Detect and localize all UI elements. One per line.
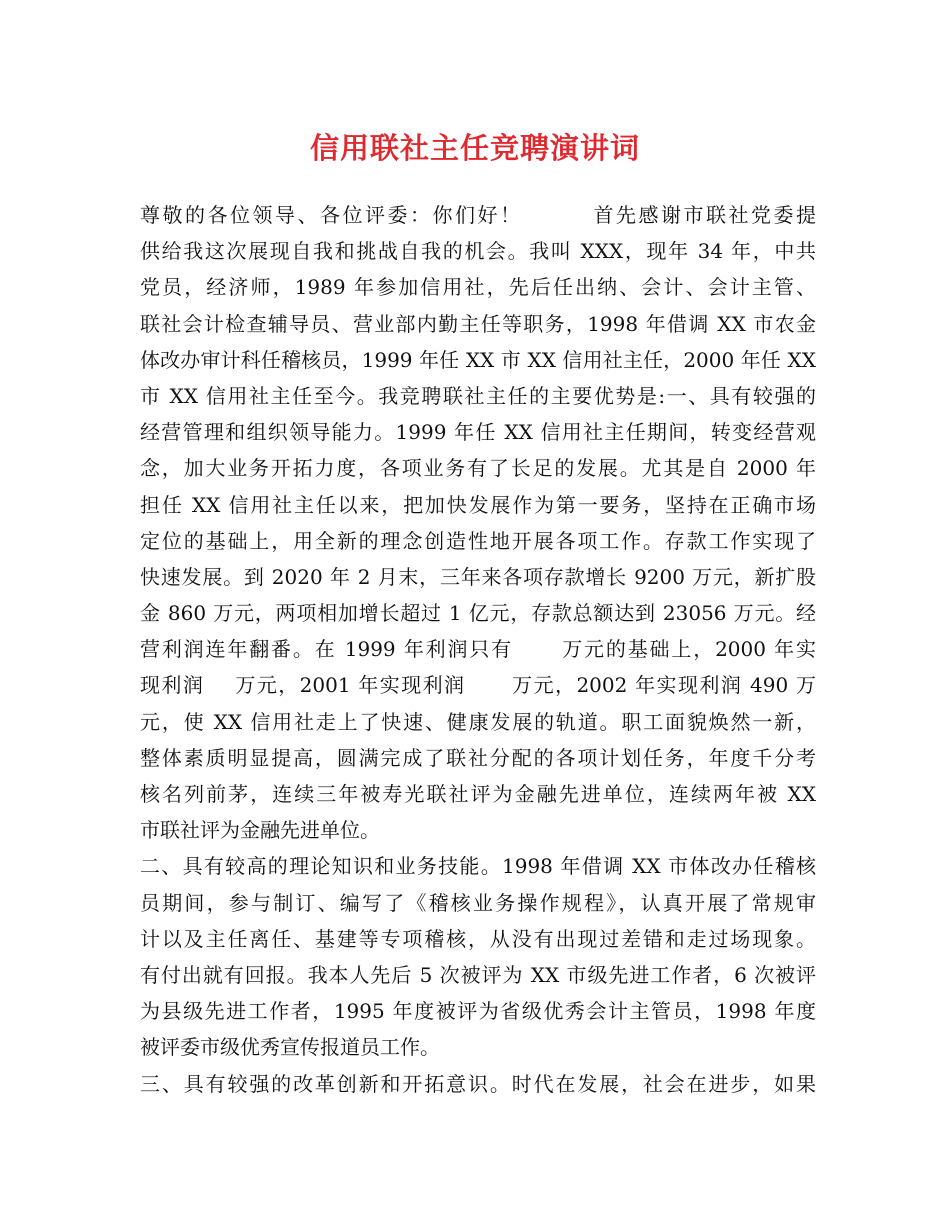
body-line: 担任 XX 信用社主任以来，把加快发展作为第一要务，坚持在正确市场 [140,492,816,517]
body-line: 有付出就有回报。我本人先后 5 次被评为 XX 市级先进工作者，6 次被评 [140,962,816,987]
body-line: 定位的基础上，用全新的理念创造性地开展各项工作。存款工作实现了 [140,528,816,553]
body-line: 市 XX 信用社主任至今。我竞聘联社主任的主要优势是:一、具有较强的 [140,383,816,408]
body-line: 经营管理和组织领导能力。1999 年任 XX 信用社主任期间，转变经营观 [140,420,816,445]
body-line: 元，使 XX 信用社走上了快速、健康发展的轨道。职工面貌焕然一新， [140,709,816,734]
body-line: 三、具有较强的改革创新和开拓意识。时代在发展，社会在进步，如果 [140,1071,816,1096]
body-line: 整体素质明显提高，圆满完成了联社分配的各项计划任务，年度千分考 [140,745,816,770]
body-line: 营利润连年翻番。在 1999 年利润只有 万元的基础上，2000 年实 [140,637,816,662]
body-line: 体改办审计科任稽核员，1999 年任 XX 市 XX 信用社主任，2000 年任 XX [140,347,816,372]
body-line: 念，加大业务开拓力度，各项业务有了长足的发展。尤其是自 2000 年 [140,456,816,481]
body-line: 计以及主任离任、基建等专项稽核，从没有出现过差错和走过场现象。 [140,926,816,951]
body-line: 尊敬的各位领导、各位评委：你们好！ 首先感谢市联社党委提 [140,203,816,227]
page-title: 信用联社主任竞聘演讲词 [309,131,640,165]
body-line: 员期间，参与制订、编写了《稽核业务操作规程》，认真开展了常规审 [140,890,816,915]
body-line: 被评委市级优秀宣传报道员工作。 [140,1035,440,1060]
body-line: 快速发展。到 2020 年 2 月末，三年来各项存款增长 9200 万元，新扩股 [140,564,816,589]
body-line: 现利润 万元，2001 年实现利润 万元，2002 年实现利润 490 万 [140,673,816,698]
body-line: 二、具有较高的理论知识和业务技能。1998 年借调 XX 市体改办任稽核 [140,854,816,879]
document-body [140,197,816,1102]
body-line: 供给我这次展现自我和挑战自我的机会。我叫 XXX，现年 34 年，中共 [140,239,816,264]
body-line: 党员，经济师，1989 年参加信用社，先后任出纳、会计、会计主管、 [140,275,816,300]
body-line: 市联社评为金融先进单位。 [140,818,380,843]
body-line: 为县级先进工作者，1995 年度被评为省级优秀会计主管员，1998 年度 [140,999,816,1024]
body-line: 联社会计检查辅导员、营业部内勤主任等职务，1998 年借调 XX 市农金 [140,311,816,336]
body-line: 核名列前茅，连续三年被寿光联社评为金融先进单位，连续两年被 XX [140,782,816,806]
body-line: 金 860 万元，两项相加增长超过 1 亿元，存款总额达到 23056 万元。经 [140,601,816,626]
